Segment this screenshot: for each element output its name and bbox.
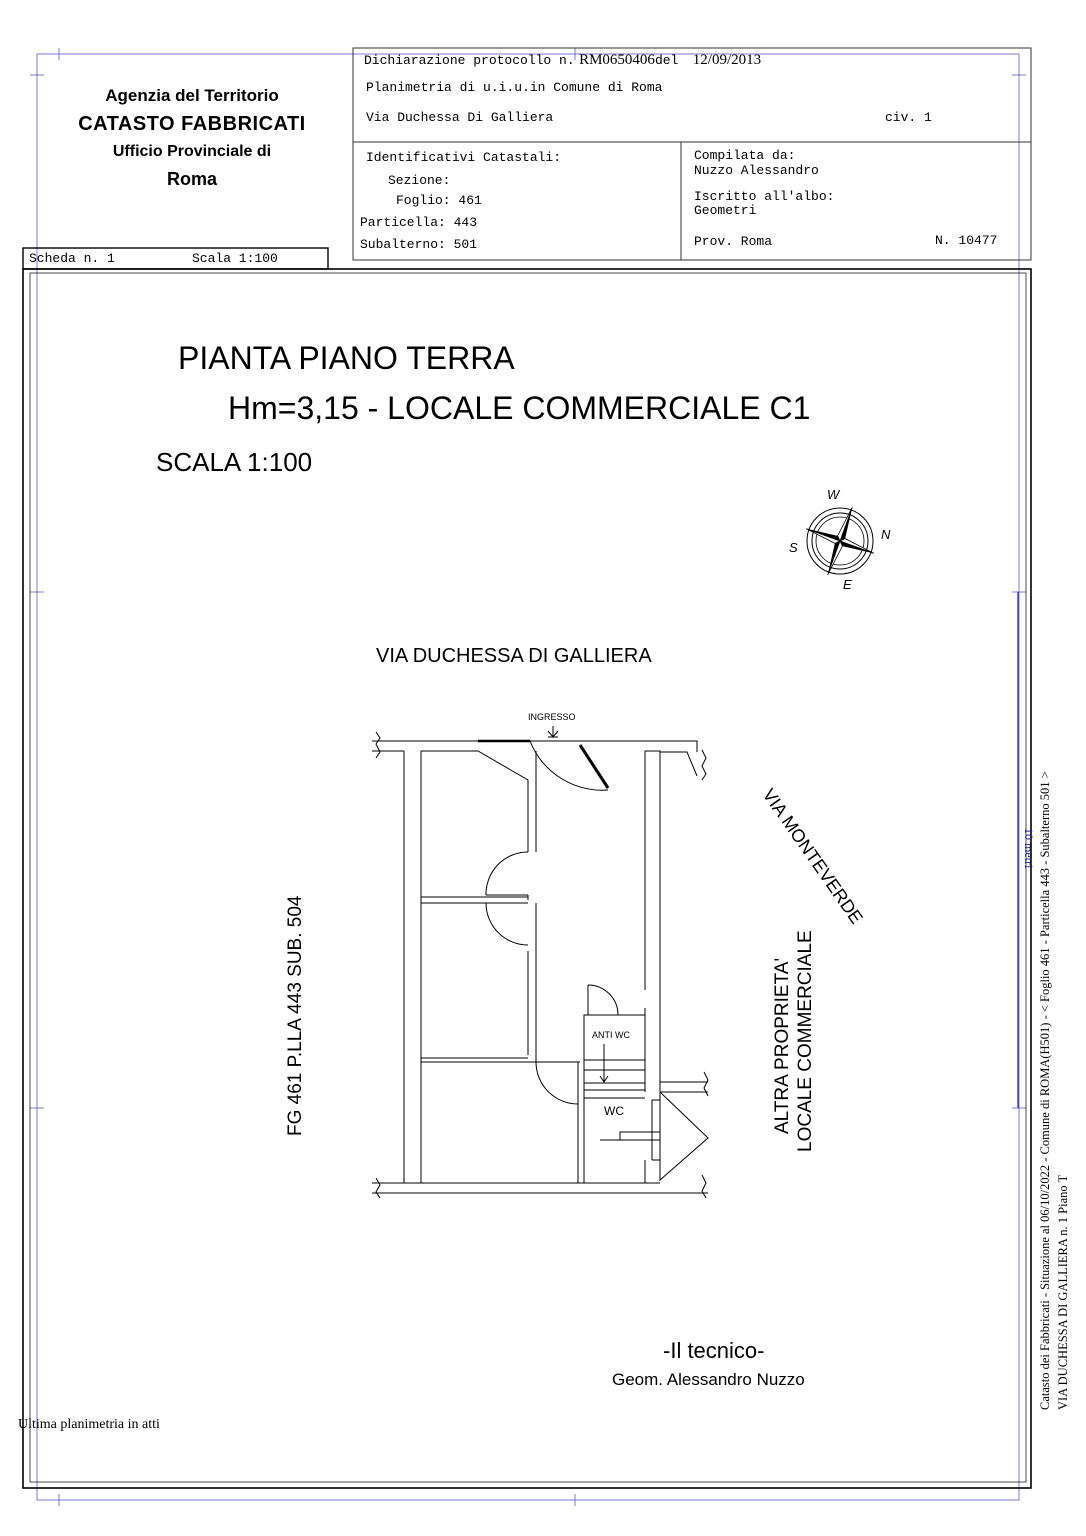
civic-number: civ. 1 (885, 110, 932, 125)
compiler-label: Compilata da: (694, 148, 796, 163)
protocol-number: RM0650406 (579, 52, 655, 68)
agency-office: Ufficio Provinciale di (112, 143, 272, 160)
address-line: Via Duchessa Di Galliera (366, 110, 554, 125)
protocol-del: del (654, 53, 679, 68)
albo-label: Iscritto all'albo: (694, 189, 835, 204)
ruler-label: 10 metri (1022, 828, 1036, 869)
protocol-label: Dichiarazione protocollo n. (364, 53, 575, 68)
agency-catasto: CATASTO FABBRICATI (78, 113, 306, 135)
ingresso-label: INGRESSO (528, 712, 576, 722)
drawing-title: PIANTA PIANO TERRA (178, 340, 515, 376)
street-top-label: VIA DUCHESSA DI GALLIERA (376, 645, 652, 667)
compass-n: N (881, 527, 891, 542)
drawing-subtitle: Hm=3,15 - LOCALE COMMERCIALE C1 (228, 390, 811, 426)
identifiers-title: Identificativi Catastali: (366, 150, 562, 165)
identifier-particella: Particella: 443 (360, 215, 478, 230)
identifier-subalterno: Subalterno: 501 (360, 237, 478, 252)
right-neighbor-label-1: ALTRA PROPRIETA' (772, 957, 793, 1134)
ultima-planimetria: Ultima planimetria in atti (18, 1417, 160, 1432)
register-number: N. 10477 (935, 233, 998, 248)
compass-e: E (843, 577, 852, 592)
scheda-number: Scheda n. 1 (29, 251, 115, 266)
side-status-line-1: Catasto dei Fabbricati - Situazione al 06/10/2022 - Comune di ROMA(H501) - < Foglio 461 - Particella 443 - Subalterno 501 > (1038, 771, 1052, 1410)
albo-value: Geometri (694, 203, 757, 218)
identifier-sezione: Sezione: (388, 173, 451, 188)
wc-label: WC (604, 1104, 624, 1118)
scheda-scale: Scala 1:100 (192, 251, 278, 266)
identifier-foglio: Foglio: 461 (396, 193, 482, 208)
agency-name: Agenzia del Territorio (105, 86, 279, 105)
drawing-scale: SCALA 1:100 (156, 447, 313, 477)
agency-city: Roma (166, 169, 217, 189)
side-status-line-2: VIA DUCHESSA DI GALLIERA n. 1 Piano T (1056, 1174, 1070, 1410)
signature-title: -Il tecnico- (663, 1338, 765, 1363)
signature-name: Geom. Alessandro Nuzzo (612, 1370, 805, 1389)
compass-w: W (827, 487, 840, 502)
compass-s: S (789, 540, 798, 555)
compiler-name: Nuzzo Alessandro (694, 163, 819, 178)
province: Prov. Roma (694, 234, 773, 249)
protocol-date: 12/09/2013 (692, 52, 762, 68)
right-neighbor-label-2: LOCALE COMMERCIALE (795, 930, 816, 1152)
anti-wc-label: ANTI WC (592, 1030, 630, 1040)
planimetria-line: Planimetria di u.i.u.in Comune di Roma (366, 80, 663, 95)
street-right-label: VIA MONTEVERDE (758, 785, 867, 928)
left-neighbor-label: FG 461 P.LLA 443 SUB. 504 (285, 895, 306, 1136)
